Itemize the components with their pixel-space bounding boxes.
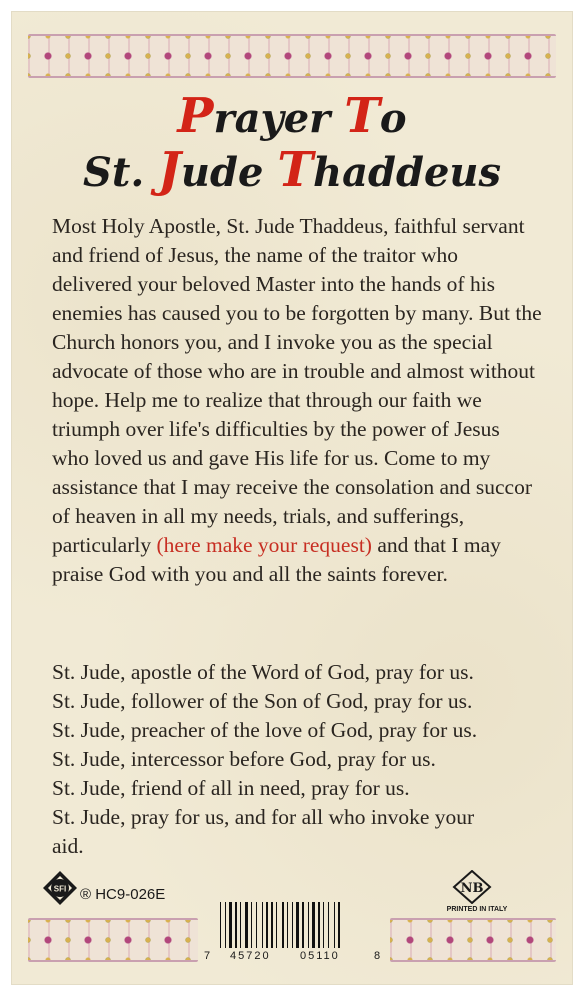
barcode-lead-digit: 7 — [204, 950, 211, 962]
invocation-line: St. Jude, preacher of the love of God, pray for us. — [52, 718, 478, 742]
invocations-list — [52, 658, 542, 861]
barcode-bar — [287, 902, 288, 948]
barcode-bar — [229, 902, 232, 948]
barcode-bar — [338, 902, 340, 948]
barcode-right-digits: 05110 — [300, 950, 340, 962]
barcode-bar — [235, 902, 237, 948]
barcode-trail-digit: 8 — [374, 950, 381, 962]
title-line-2 — [12, 142, 572, 198]
barcode-bar — [220, 902, 221, 948]
invocation-line: St. Jude, friend of all in need, pray for us. — [52, 776, 410, 800]
barcode-bar — [302, 902, 304, 948]
barcode-bar — [240, 902, 241, 948]
title-text: ude — [180, 149, 278, 196]
barcode-bar — [256, 902, 257, 948]
invocation-line: St. Jude, apostle of the Word of God, pray for us. — [52, 660, 474, 684]
title-line-1 — [12, 88, 572, 144]
title-initial-t: T — [344, 88, 380, 144]
title-text: haddeus — [313, 149, 502, 196]
barcode-bar — [334, 902, 335, 948]
barcode-left-digits: 45720 — [230, 950, 271, 962]
publisher-logo-icon — [42, 870, 78, 906]
invocation-line: St. Jude, pray for us, and for all who invoke your — [52, 805, 475, 829]
barcode-bar — [282, 902, 284, 948]
invocation-line: St. Jude, follower of the Son of God, pray for us. — [52, 689, 473, 713]
printed-in-italy: PRINTED IN ITALY — [446, 906, 508, 913]
ornamental-border-bottom-right — [390, 918, 556, 962]
publisher-logo-text: SFI — [53, 884, 67, 894]
barcode-bar — [251, 902, 252, 948]
barcode-bar — [271, 902, 273, 948]
title-text: St. — [82, 149, 159, 196]
prayer-text: Most Holy Apostle, St. Jude Thaddeus, faithful servant and friend of Jesus, the name of the traitor who delivered your beloved Master into the hands of his enemies has caused you to be forgotten by many. But the Church honors you, and I invoke you as the special advocate of those who are in trouble and almost without hope. Help me to realize that through our faith we triumph over life's difficulties by the power of Jesus who loved us and gave His life for us. Come to my assistance that I may receive the consolation and succor of heaven in all my needs, trials, and sufferings, particularly — [52, 214, 542, 557]
barcode — [196, 890, 390, 982]
barcode-bar — [245, 902, 248, 948]
prayer-text-end: and that I may praise God with you and all the saints forever. — [52, 533, 501, 586]
barcode-bar — [225, 902, 226, 948]
title-text: rayer — [213, 95, 345, 142]
title-initial-t2: T — [277, 142, 314, 198]
invocation-line: aid. — [52, 834, 84, 858]
barcode-bar — [312, 902, 315, 948]
barcode-bar — [318, 902, 320, 948]
barcode-bar — [323, 902, 324, 948]
barcode-bar — [276, 902, 277, 948]
barcode-bar — [262, 902, 263, 948]
prayer-paragraph — [52, 212, 542, 589]
prayer-card — [12, 12, 572, 984]
request-placeholder: (here make your request) — [156, 533, 372, 557]
barcode-bar — [328, 902, 329, 948]
barcode-bar — [296, 902, 299, 948]
printer-logo-icon — [452, 870, 492, 904]
ornamental-border-bottom-left — [28, 918, 198, 962]
product-code: ® HC9-026E — [80, 886, 166, 903]
barcode-bar — [292, 902, 293, 948]
title-text: o — [379, 95, 407, 142]
title-initial-p: P — [177, 88, 214, 144]
title-initial-j: J — [158, 142, 181, 198]
ornamental-border-top — [28, 34, 556, 78]
barcode-bar — [308, 902, 309, 948]
printer-logo-text: NB — [460, 881, 484, 896]
invocation-line: St. Jude, intercessor before God, pray for us. — [52, 747, 436, 771]
barcode-bar — [266, 902, 268, 948]
